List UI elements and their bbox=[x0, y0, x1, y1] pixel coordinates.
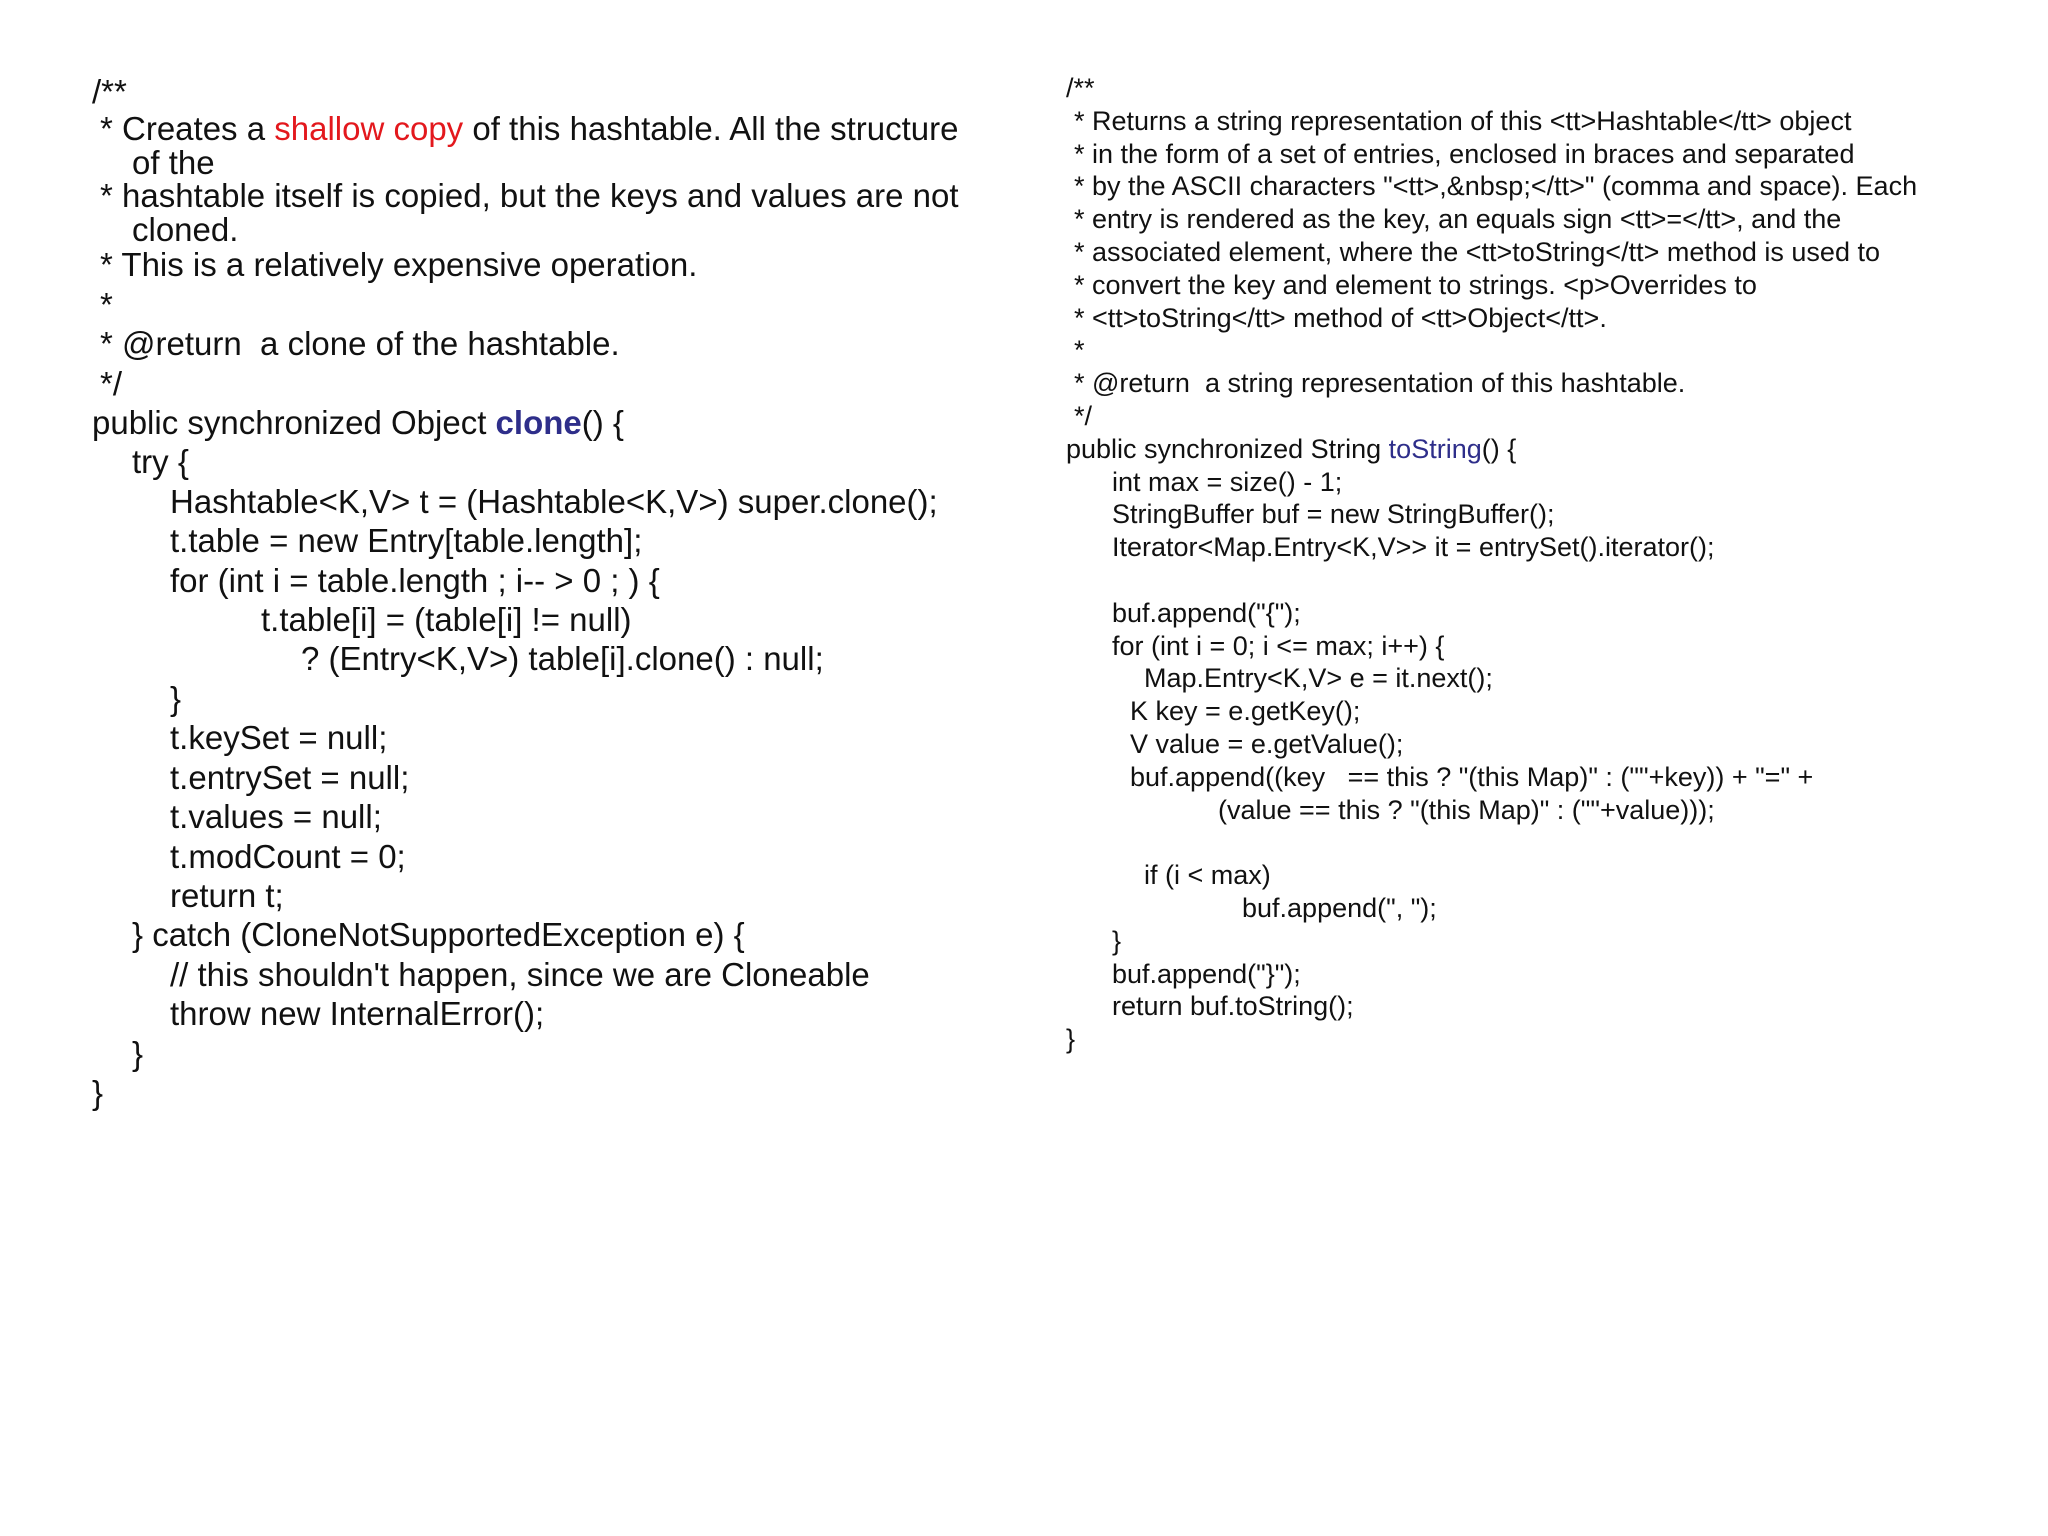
method-signature: public synchronized Object clone() { bbox=[92, 404, 624, 442]
code-line: V value = e.getValue(); bbox=[1130, 728, 1404, 759]
code-line: for (int i = table.length ; i-- > 0 ; ) { bbox=[170, 561, 660, 599]
code-line: buf.append("{"); bbox=[1112, 597, 1301, 628]
blank-line bbox=[1066, 826, 2026, 859]
code-line: try { bbox=[132, 443, 189, 481]
comment-open: /** bbox=[1066, 73, 1095, 103]
comment-line: of the bbox=[132, 144, 215, 182]
comment-line: * <tt>toString</tt> method of <tt>Object</tt>. bbox=[1074, 302, 1607, 333]
comment-line: * in the form of a set of entries, enclosed in braces and separated bbox=[1074, 138, 1855, 169]
comment-line: * @return a clone of the hashtable. bbox=[100, 325, 620, 363]
comment-close: */ bbox=[1074, 400, 1093, 431]
code-line: t.table = new Entry[table.length]; bbox=[170, 522, 643, 560]
comment-line: * bbox=[100, 285, 113, 323]
code-line: t.values = null; bbox=[170, 798, 382, 836]
code-line: K key = e.getKey(); bbox=[1130, 696, 1361, 727]
blank-line bbox=[1066, 564, 2026, 597]
comment-line: * Returns a string representation of this <tt>Hashtable</tt> object bbox=[1074, 105, 1852, 136]
comment-line: * This is a relatively expensive operation. bbox=[100, 246, 698, 284]
method-name-clone: clone bbox=[495, 404, 582, 442]
code-line: return t; bbox=[170, 876, 284, 914]
code-line: if (i < max) bbox=[1144, 860, 1271, 891]
comment-line: * @return a string representation of this hashtable. bbox=[1074, 368, 1686, 399]
code-line: buf.append(", "); bbox=[1242, 892, 1437, 923]
code-line: for (int i = 0; i <= max; i++) { bbox=[1112, 630, 1445, 661]
code-line: (value == this ? "(this Map)" : (""+value))); bbox=[1218, 794, 1715, 825]
code-line: return buf.toString(); bbox=[1112, 991, 1354, 1022]
code-line: ? (Entry<K,V>) table[i].clone() : null; bbox=[301, 640, 824, 678]
code-line: Map.Entry<K,V> e = it.next(); bbox=[1144, 663, 1493, 694]
comment-line: * associated element, where the <tt>toString</tt> method is used to bbox=[1074, 236, 1880, 267]
code-line: throw new InternalError(); bbox=[170, 995, 545, 1033]
code-line: } bbox=[1112, 925, 1122, 956]
comment-line: * by the ASCII characters "<tt>,&nbsp;</tt>" (comma and space). Each bbox=[1074, 171, 1918, 202]
method-signature: public synchronized String toString() { bbox=[1066, 433, 1517, 464]
code-line: } bbox=[1066, 1024, 1076, 1055]
shallow-copy-highlight: shallow copy bbox=[274, 110, 464, 148]
code-line: } bbox=[132, 1034, 144, 1072]
code-line: t.keySet = null; bbox=[170, 719, 388, 757]
clone-method-code bbox=[92, 72, 1022, 1112]
code-comment-line: // this shouldn't happen, since we are Cloneable bbox=[170, 955, 870, 993]
code-line: t.entrySet = null; bbox=[170, 758, 410, 796]
code-line: t.table[i] = (table[i] != null) bbox=[261, 601, 632, 639]
tostring-method-code bbox=[1066, 72, 2026, 1056]
code-line: Hashtable<K,V> t = (Hashtable<K,V>) super.clone(); bbox=[170, 482, 938, 520]
code-line: t.modCount = 0; bbox=[170, 837, 406, 875]
code-line: } catch (CloneNotSupportedException e) { bbox=[132, 916, 745, 954]
comment-line: * Creates a shallow copy of this hashtable. All the structure bbox=[100, 110, 959, 148]
comment-line: cloned. bbox=[132, 211, 239, 249]
comment-line: * entry is rendered as the key, an equals sign <tt>=</tt>, and the bbox=[1074, 204, 1842, 235]
method-name-tostring: toString bbox=[1388, 433, 1482, 464]
comment-line: * convert the key and element to strings. <p>Overrides to bbox=[1074, 269, 1757, 300]
comment-line: * bbox=[1074, 335, 1085, 366]
code-line: } bbox=[170, 679, 182, 717]
comment-close: */ bbox=[100, 364, 123, 402]
code-line: buf.append((key == this ? "(this Map)" : (""+key)) + "=" + bbox=[1130, 761, 1814, 792]
comment-line: * hashtable itself is copied, but the keys and values are not bbox=[100, 177, 959, 215]
code-line: int max = size() - 1; bbox=[1112, 466, 1343, 497]
code-line: } bbox=[92, 1073, 104, 1111]
code-line: buf.append("}"); bbox=[1112, 958, 1301, 989]
code-line: StringBuffer buf = new StringBuffer(); bbox=[1112, 499, 1555, 530]
comment-open: /** bbox=[92, 73, 127, 110]
code-line: Iterator<Map.Entry<K,V>> it = entrySet().iterator(); bbox=[1112, 532, 1715, 563]
